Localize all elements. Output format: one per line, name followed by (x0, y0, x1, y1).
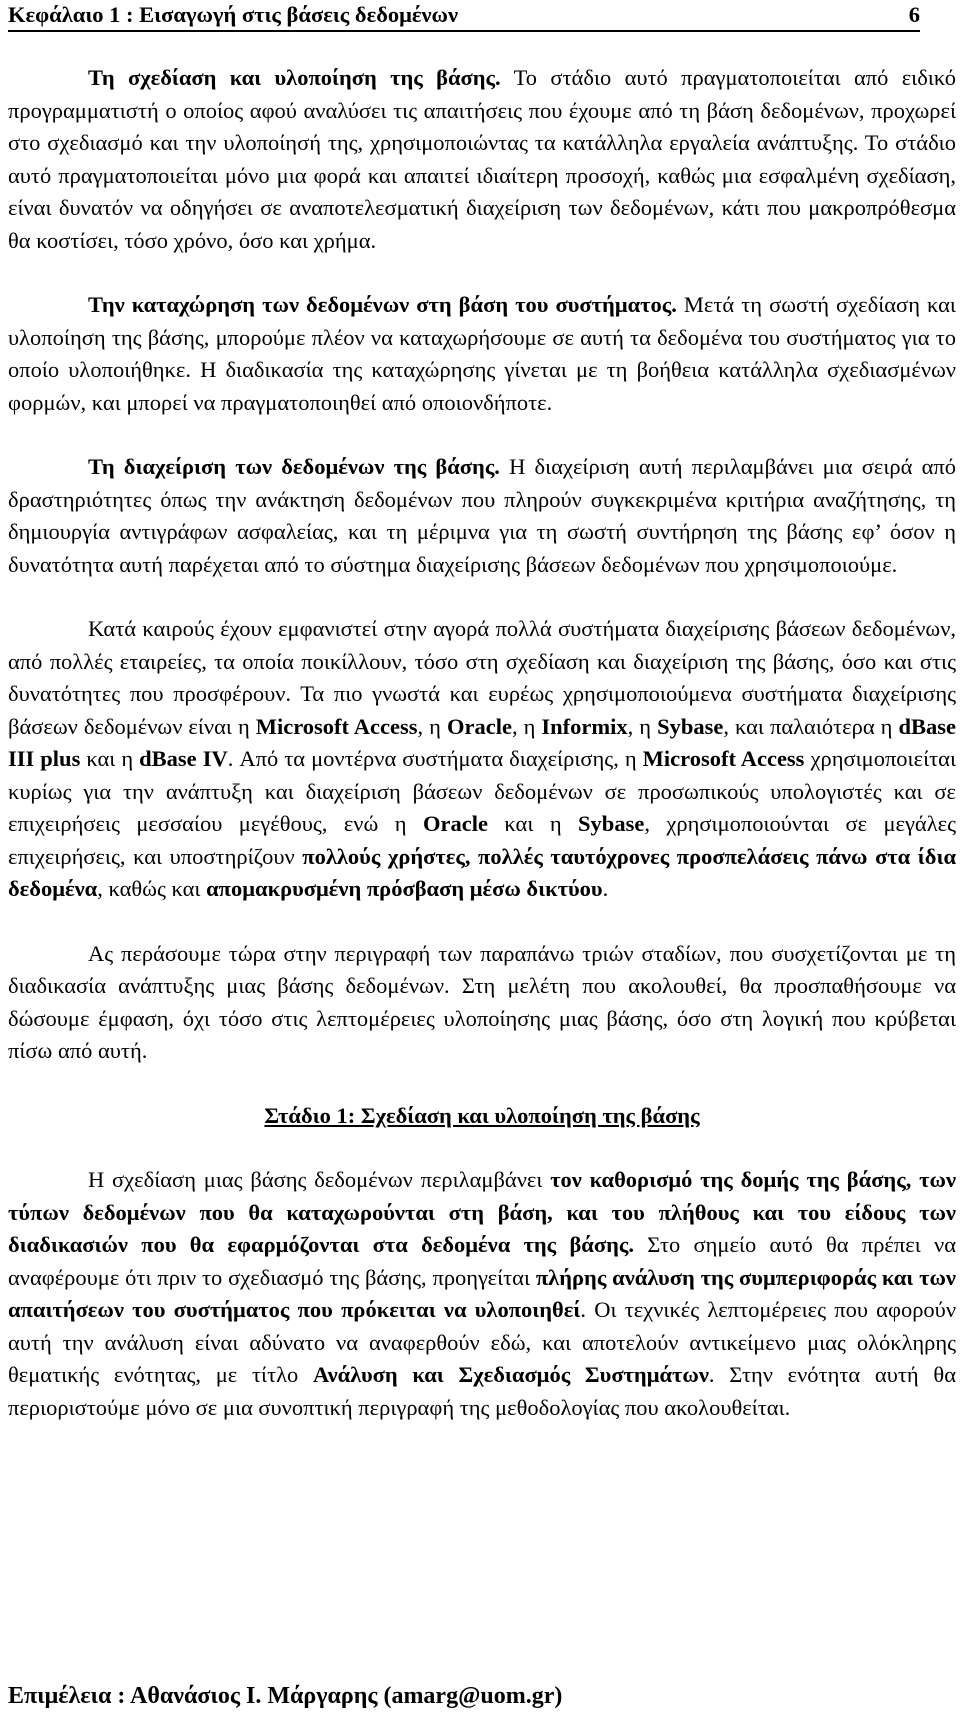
text-run: . Στην ενότητα αυτή θα περιοριστούμε μόνο σε μια συνοπτική περιγραφή της μεθοδολογίας που ακολουθείται. (8, 1362, 956, 1420)
bold-term: τον καθορισμό της δομής της βάσης, των τύπων δεδομένων που θα καταχωρούνται στη βάση, και του πλήθους και του είδους των διαδικασιών που θα εφαρμόζονται στα δεδομένα της βάσης. (8, 1167, 957, 1257)
text-run: , καθώς και (97, 876, 207, 901)
text-run: , και παλαιότερα η (723, 713, 899, 739)
bold-term: Oracle (446, 713, 512, 739)
chapter-title: Κεφάλαιο 1 : Εισαγωγή στις βάσεις δεδομένων (8, 2, 459, 27)
text-run: , χρησιμοποιούνται σε μεγάλες επιχειρήσεις, και υποστηρίζουν (8, 811, 956, 869)
section-heading-text: Στάδιο 1: Σχεδίαση και υλοποίηση της βάσης (264, 1102, 700, 1128)
page-footer: Επιμέλεια : Αθανάσιος Ι. Μάργαρης (amarg@uom.gr) (8, 1683, 563, 1709)
text-run: . Οι τεχνικές λεπτομέρειες που αφορούν αυτή την ανάλυση είναι αδύνατο να αναφερθούν εδώ, και αποτελούν αντικείμενο μιας ολόκληρης θεματικής ενότητας, με τίτλο (8, 1297, 956, 1387)
text-run: , η (417, 713, 447, 739)
text-run: και η (487, 811, 579, 836)
paragraph-dbms-systems (8, 613, 956, 906)
bold-term: απομακρυσμένη πρόσβαση μέσω δικτύου (206, 876, 603, 901)
section-heading (8, 1100, 956, 1133)
bold-term: Oracle (422, 811, 488, 836)
bold-term: dBase III plus (8, 713, 956, 771)
page-number: 6 (908, 2, 920, 27)
bold-term: Microsoft Access (255, 713, 418, 739)
paragraph-stage1 (8, 1164, 956, 1424)
paragraph-lead: Τη σχεδίαση και υλοποίηση της βάσης. (88, 65, 501, 90)
text-run: Η σχεδίαση μιας βάσης δεδομένων περιλαμβάνει (88, 1167, 551, 1192)
text-run: Στο σημείο αυτό θα πρέπει να αναφέρουμε ότι πριν το σχεδιασμό της βάσης, προηγείται (8, 1232, 956, 1290)
text-run: , η (627, 713, 658, 739)
text-run: . Από τα μοντέρνα συστήματα διαχείρισης, η (227, 746, 643, 771)
paragraph-text: Η διαχείριση αυτή περιλαμβάνει μια σειρά από δραστηριότητες όπως την ανάκτηση δεδομένων που πληρούν συγκεκριμένα κριτήρια αναζήτησης, τη δημιουργία αντιγράφων ασφαλείας, και τη μέριμνα για τη σωστή συντήρηση της βάσης εφ’ όσον η δυνατότητα αυτή παρέχεται από το σύστημα διαχείρισης βάσεων δεδομένων που χρησιμοποιούμε. (8, 454, 956, 577)
text-run: . (602, 876, 609, 901)
paragraph-lead: Τη διαχείριση των δεδομένων της βάσης. (88, 454, 500, 479)
page-header (8, 0, 920, 32)
bold-term: πλήρης ανάλυση της συμπεριφοράς και των απαιτήσεων του συστήματος που πρόκειται να υλοποιηθεί (8, 1264, 956, 1322)
paragraph-management (8, 451, 956, 581)
paragraph-overview (8, 938, 956, 1068)
text-run: και η (80, 746, 140, 771)
paragraph-text: Ας περάσουμε τώρα στην περιγραφή των παραπάνω τριών σταδίων, που συσχετίζονται με τη διαδικασία ανάπτυξης μιας βάσης δεδομένων. Στη μελέτη που ακολουθεί, θα προσπαθήσουμε να δώσουμε έμφαση, όχι τόσο στις λεπτομέρειες υλοποίησης μιας βάσης, όσο στη λογική που κρύβεται πίσω από αυτή. (8, 940, 956, 1063)
body-text (8, 62, 956, 1424)
paragraph-lead: Την καταχώρηση των δεδομένων στη βάση του συστήματος. (88, 292, 677, 317)
text-run: Κατά καιρούς έχουν εμφανιστεί στην αγορά πολλά συστήματα διαχείρισης βάσεων δεδομένων, από πολλές εταιρείες, τα οποία ποικίλλουν, τόσο στη σχεδίαση και διαχείριση της βάσης, όσο και στις δυνατότητες που προσφέρουν. Τα πιο γνωστά και ευρέως χρησιμοποιούμενα συστήματα διαχείρισης βάσεων δεδομένων είναι η (8, 616, 956, 739)
text-run: χρησιμοποιείται κυρίως για την ανάπτυξη και διαχείριση βάσεων δεδομένων σε προσωπικούς υπολογιστές και σε επιχειρήσεις μεσσαίου μεγέθους, ενώ η (8, 746, 957, 836)
bold-term: Ανάλυση και Σχεδιασμός Συστημάτων (313, 1362, 709, 1387)
paragraph-text: Το στάδιο αυτό πραγματοποιείται από ειδικό προγραμματιστή ο οποίος αφού αναλύσει τις απαιτήσεις που έχουμε από τη βάση δεδομένων, προχωρεί στο σχεδιασμό και την υλοποίησή της, χρησιμοποιώντας τα κατάλληλα εργαλεία ανάπτυξης. Το στάδιο αυτό πραγματοποιείται μόνο μια φορά και απαιτεί ιδιαίτερη προσοχή, καθώς μια εσφαλμένη σχεδίαση, είναι δυνατόν να οδηγήσει σε αναποτελεσματική διαχείριση των δεδομένων, κάτι που μακροπρόθεσμα θα κοστίσει, τόσο χρόνο, όσο και χρήμα. (8, 65, 956, 253)
bold-term: Microsoft Access (642, 746, 805, 771)
paragraph-data-entry (8, 289, 956, 419)
paragraph-design (8, 62, 956, 257)
bold-term: πολλούς χρήστες, πολλές ταυτόχρονες προσπελάσεις πάνω στα ίδια δεδομένα (8, 843, 956, 901)
text-run: , η (511, 713, 542, 739)
bold-term: Sybase (657, 713, 724, 739)
bold-term: Informix (541, 713, 628, 739)
bold-term: Sybase (578, 811, 645, 836)
paragraph-text: Μετά τη σωστή σχεδίαση και υλοποίηση της βάσης, μπορούμε πλέον να καταχωρήσουμε σε αυτή τα δεδομένα του συστήματος για το οποίο υλοποιήθηκε. Η διαδικασία της καταχώρησης γίνεται με τη βοήθεια κατάλληλα σχεδιασμένων φορμών, και μπορεί να πραγματοποιηθεί από οποιονδήποτε. (8, 292, 956, 415)
bold-term: dBase IV (139, 746, 228, 771)
